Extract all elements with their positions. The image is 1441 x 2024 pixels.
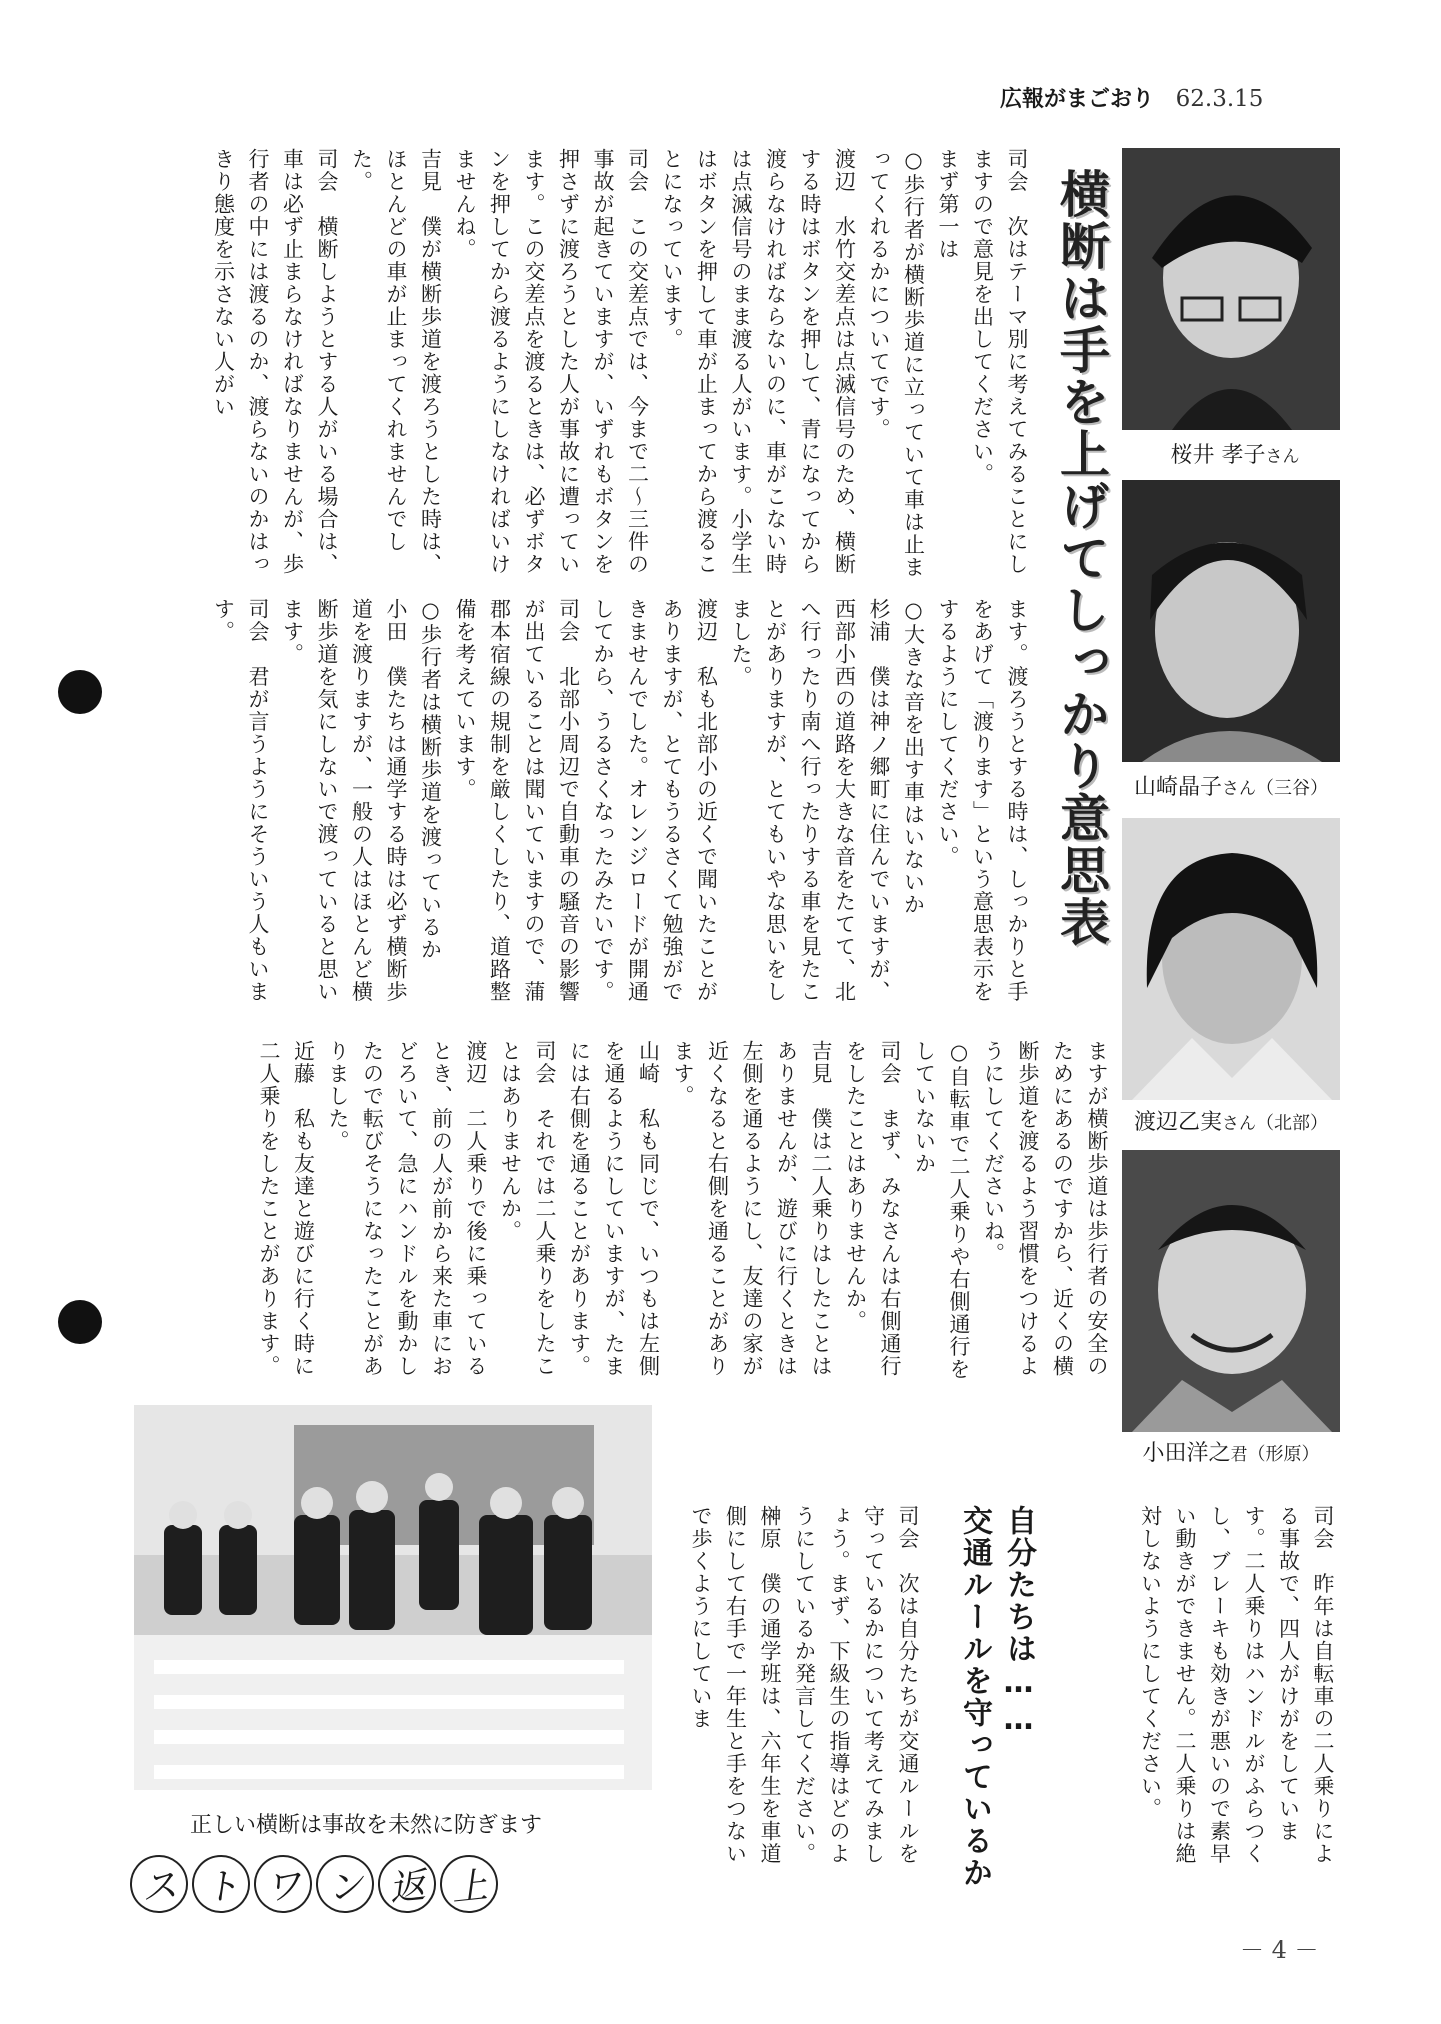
person-name: 小田洋之 [1142,1441,1231,1466]
publication-name: 広報がまごおり [1000,87,1155,112]
person-suffix: さん [1222,1114,1256,1134]
corner-char: ト [189,1852,253,1916]
portrait-photo-1 [1122,148,1340,430]
article-text-bottom-center: 司会 次は自分たちが交通ルールを守っているかについて考えてみましょう。まず、下級生の指導はどのようにしているか発言してください。 榊原 僕の通学班は、六年生を車道側にして右手で一年生と手をつないで歩くようにしていま [689,1505,920,1865]
binder-hole-top [58,670,102,714]
page-number: － 4 － [1240,1936,1319,1964]
portrait-photo-4 [1122,1150,1340,1432]
person-place: （三谷） [1256,778,1328,799]
person-place: （北部） [1256,1113,1328,1134]
person-suffix: さん [1265,447,1300,467]
portrait-caption-2 [1122,770,1340,801]
portrait-photo-3 [1122,818,1340,1100]
photo-caption: 正しい横断は事故を未然に防ぎます [190,1813,543,1838]
corner-char: 返 [375,1852,439,1916]
corner-char: 上 [437,1852,501,1916]
section-subheading: 自分たちは…… 交通ルールを守っているか [957,1505,1036,1889]
portrait-caption-4 [1122,1436,1340,1467]
corner-label [130,1852,530,1916]
article-text-middle: ます。渡ろうとする時は、しっかりと手をあげて「渡ります」という意思表示をするようにしてください。 ○大きな音を出す車はいないか 杉浦 僕は神ノ郷町に住んでいますが、西部小西の道路を大きな音をたてて、北へ行ったり南へ行ったりする車を見たことがありますが、とてもいやな思いをしました。 渡辺 私も北部小の近くで聞いたことがありますが、とてもうるさくて勉強ができませんでした。オレンジロードが開通してから、うるさくなったみたいです。 司会 北部小周辺で自動車の騒音の影響が出ていることは聞いていますので、蒲郡本宿線の規制を厳しくしたり、道路整備を考えています。 ○歩行者は横断歩道を渡っているか 小田 僕たちは通学する時は必ず横断歩道を渡りますが、一般の人はほとんど横断歩道を気にしないで渡っていると思います。 司会 君が言うようにそういう人もいます。 [211,598,1029,1003]
person-suffix: さん [1222,779,1256,799]
binder-hole-bottom [58,1300,102,1344]
person-place: （形原） [1247,1444,1320,1465]
article-text-upper-left: 司会 次はテーマ別に考えてみることにしますので意見を出してください。 まず第一は ○歩行者が横断歩道に立っていて車は止まってくれるかについてです。 渡辺 水竹交差点は点滅信号のため、横断する時はボタンを押して、青になってから渡らなければならないのに、車がこない時は点滅信号のまま渡る人がいます。小学生はボタンを押して車が止まってから渡ることになっています。 司会 この交差点では、今まで二～三件の事故が起きていますが、いずれもボタンを押さずに渡ろうとした人が事故に遭っています。この交差点を渡るときは、必ずボタンを押してから渡るようにしなければいけませんね。 吉見 僕が横断歩道を渡ろうとした時は、ほとんどの車が止まってくれませんでした。 司会 横断しようとする人がいる場合は、車は必ず止まらなければなりませんが、歩行者の中には渡るのか、渡らないのかはっきり態度を示さない人がい [211,148,1029,579]
person-suffix: 君 [1230,1445,1248,1465]
portrait-caption-3 [1122,1105,1340,1136]
corner-char: ワ [251,1852,315,1916]
portrait-caption-1 [1140,438,1330,469]
page-header [1000,82,1330,112]
issue-date: 62.3.15 [1175,86,1264,112]
corner-char: ン [313,1852,377,1916]
person-name: 山崎晶子 [1133,775,1222,800]
crossing-photo [134,1405,652,1790]
person-name: 渡辺乙実 [1133,1110,1222,1135]
portrait-photo-2 [1122,480,1340,762]
corner-char: ス [127,1852,191,1916]
article-title: 横断は手を上げてしっかり意思表 [1052,168,1110,948]
article-text-lower: ますが横断歩道は歩行者の安全のためにあるのですから、近くの横断歩道を渡るよう習慣をつけるようにしてくださいね。 ○自転車で二人乗りや右側通行をしていないか 司会 まず、みなさんは右側通行をしたことはありませんか。 吉見 僕は二人乗りはしたことはありませんが、遊びに行くときは左側を通るようにし、友達の家が近くなると右側を通ることがあります。 山崎 私も同じで、いつもは左側を通るようにしていますが、たまには右側を通ることがあります。 司会 それでは二人乗りをしたことはありませんか。 渡辺 二人乗りで後に乗っているとき、前の人が前から来た車におどろいて、急にハンドルを動かしたので転びそうになったことがありました。 近藤 私も友達と遊びに行く時に二人乗りをしたことがあります。 [257,1040,1109,1381]
article-text-bottom-right: 司会 昨年は自転車の二人乗りによる事故で、四人がけがをしています。二人乗りはハンドルがふらつくし、ブレーキも効きが悪いので素早い動きができません。二人乗りは絶対しないようにしてください。 [1138,1505,1335,1865]
person-name: 桜井 孝子 [1170,443,1266,468]
